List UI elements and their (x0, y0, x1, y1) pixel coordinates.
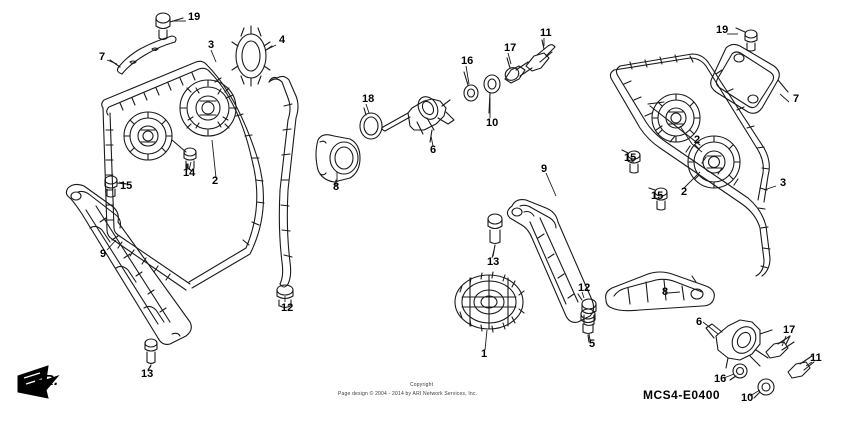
callout-9-left: 9 (100, 248, 107, 260)
part-8-right-tensioner-arm (606, 272, 715, 311)
callout-17-right: 17 (783, 324, 796, 336)
part-18-o-ring (360, 108, 382, 139)
callout-11-right: 11 (810, 352, 822, 364)
callout-3-right: 3 (780, 177, 787, 189)
part-17-right-bolt (766, 336, 794, 358)
part-13-center-bolt (488, 214, 502, 256)
callout-15-right: 15 (651, 190, 664, 202)
callout-3-left: 3 (208, 39, 215, 51)
callout-9-right: 9 (541, 163, 548, 175)
callout-10-top: 10 (486, 117, 499, 129)
callout-7-right: 7 (793, 93, 800, 105)
callout-11: 11 (540, 27, 552, 39)
callout-13-mid: 13 (487, 256, 500, 268)
part-3-right-cam-chain (610, 54, 770, 276)
part-19-right-bolt (736, 28, 757, 51)
part-10-right-washer (754, 379, 774, 398)
part-16-right-washer (730, 364, 747, 380)
part-17-bolt (503, 58, 532, 83)
callout-8-right: 8 (662, 286, 669, 298)
callout-15-left: 15 (120, 180, 133, 192)
callout-13-left: 13 (141, 368, 154, 380)
part-9-right-chain-guide (507, 200, 593, 323)
part-2-right-cam-sprocket-upper (648, 94, 700, 142)
front-direction-label: FR. (34, 372, 59, 389)
callout-19-left: 19 (188, 11, 201, 23)
diagram-part-number: MCS4-E0400 (643, 388, 721, 402)
part-2-left-cam-sprocket (180, 80, 236, 136)
part-10-washer (484, 75, 500, 113)
callout-12-right: 12 (578, 282, 591, 294)
part-8-center-flange (316, 135, 360, 186)
callout-2-left: 2 (212, 175, 219, 187)
callout-10-right: 10 (741, 392, 754, 404)
callout-6-right: 6 (696, 316, 703, 328)
part-7-right-chain-guide (711, 44, 788, 113)
callout-2-right: 2 (681, 186, 688, 198)
callout-8-left: 8 (333, 181, 340, 193)
callout-14: 14 (183, 167, 196, 179)
callout-18: 18 (362, 93, 375, 105)
callout-1: 1 (481, 348, 488, 360)
part-6-center-tensioner (382, 93, 454, 142)
part-13-left-bolt (145, 339, 157, 370)
callout-6-left: 6 (430, 144, 437, 156)
part-4-cam-chain-tensioner (232, 26, 272, 86)
callout-7-left: 7 (99, 51, 106, 63)
part-19-left-bolt (156, 13, 183, 40)
copyright-line-2: Page design © 2004 - 2014 by ARI Network Services, Inc. (338, 391, 478, 397)
part-14-left-sprocket (124, 112, 186, 160)
part-1-primary-drive-gear (455, 272, 524, 332)
part-12-left-tensioner-blade (269, 76, 298, 307)
part-11-bolt (526, 40, 555, 71)
part-16-washer (464, 72, 478, 101)
copyright-line-1: Copyright (410, 382, 434, 388)
callout-15-mid: 15 (624, 152, 637, 164)
callout-4: 4 (279, 34, 286, 46)
callout-12-left: 12 (281, 302, 294, 314)
callout-16-top: 16 (461, 55, 474, 67)
part-9-left-chain-guide (66, 184, 191, 344)
callout-5: 5 (589, 338, 596, 350)
callout-19-right: 19 (716, 24, 729, 36)
callout-17-top: 17 (504, 42, 517, 54)
part-7-left-chain-guide (110, 36, 176, 74)
part-6-right-tensioner-body (706, 320, 772, 368)
callout-16-right: 16 (714, 373, 727, 385)
callout-2-mid: 2 (694, 134, 701, 146)
